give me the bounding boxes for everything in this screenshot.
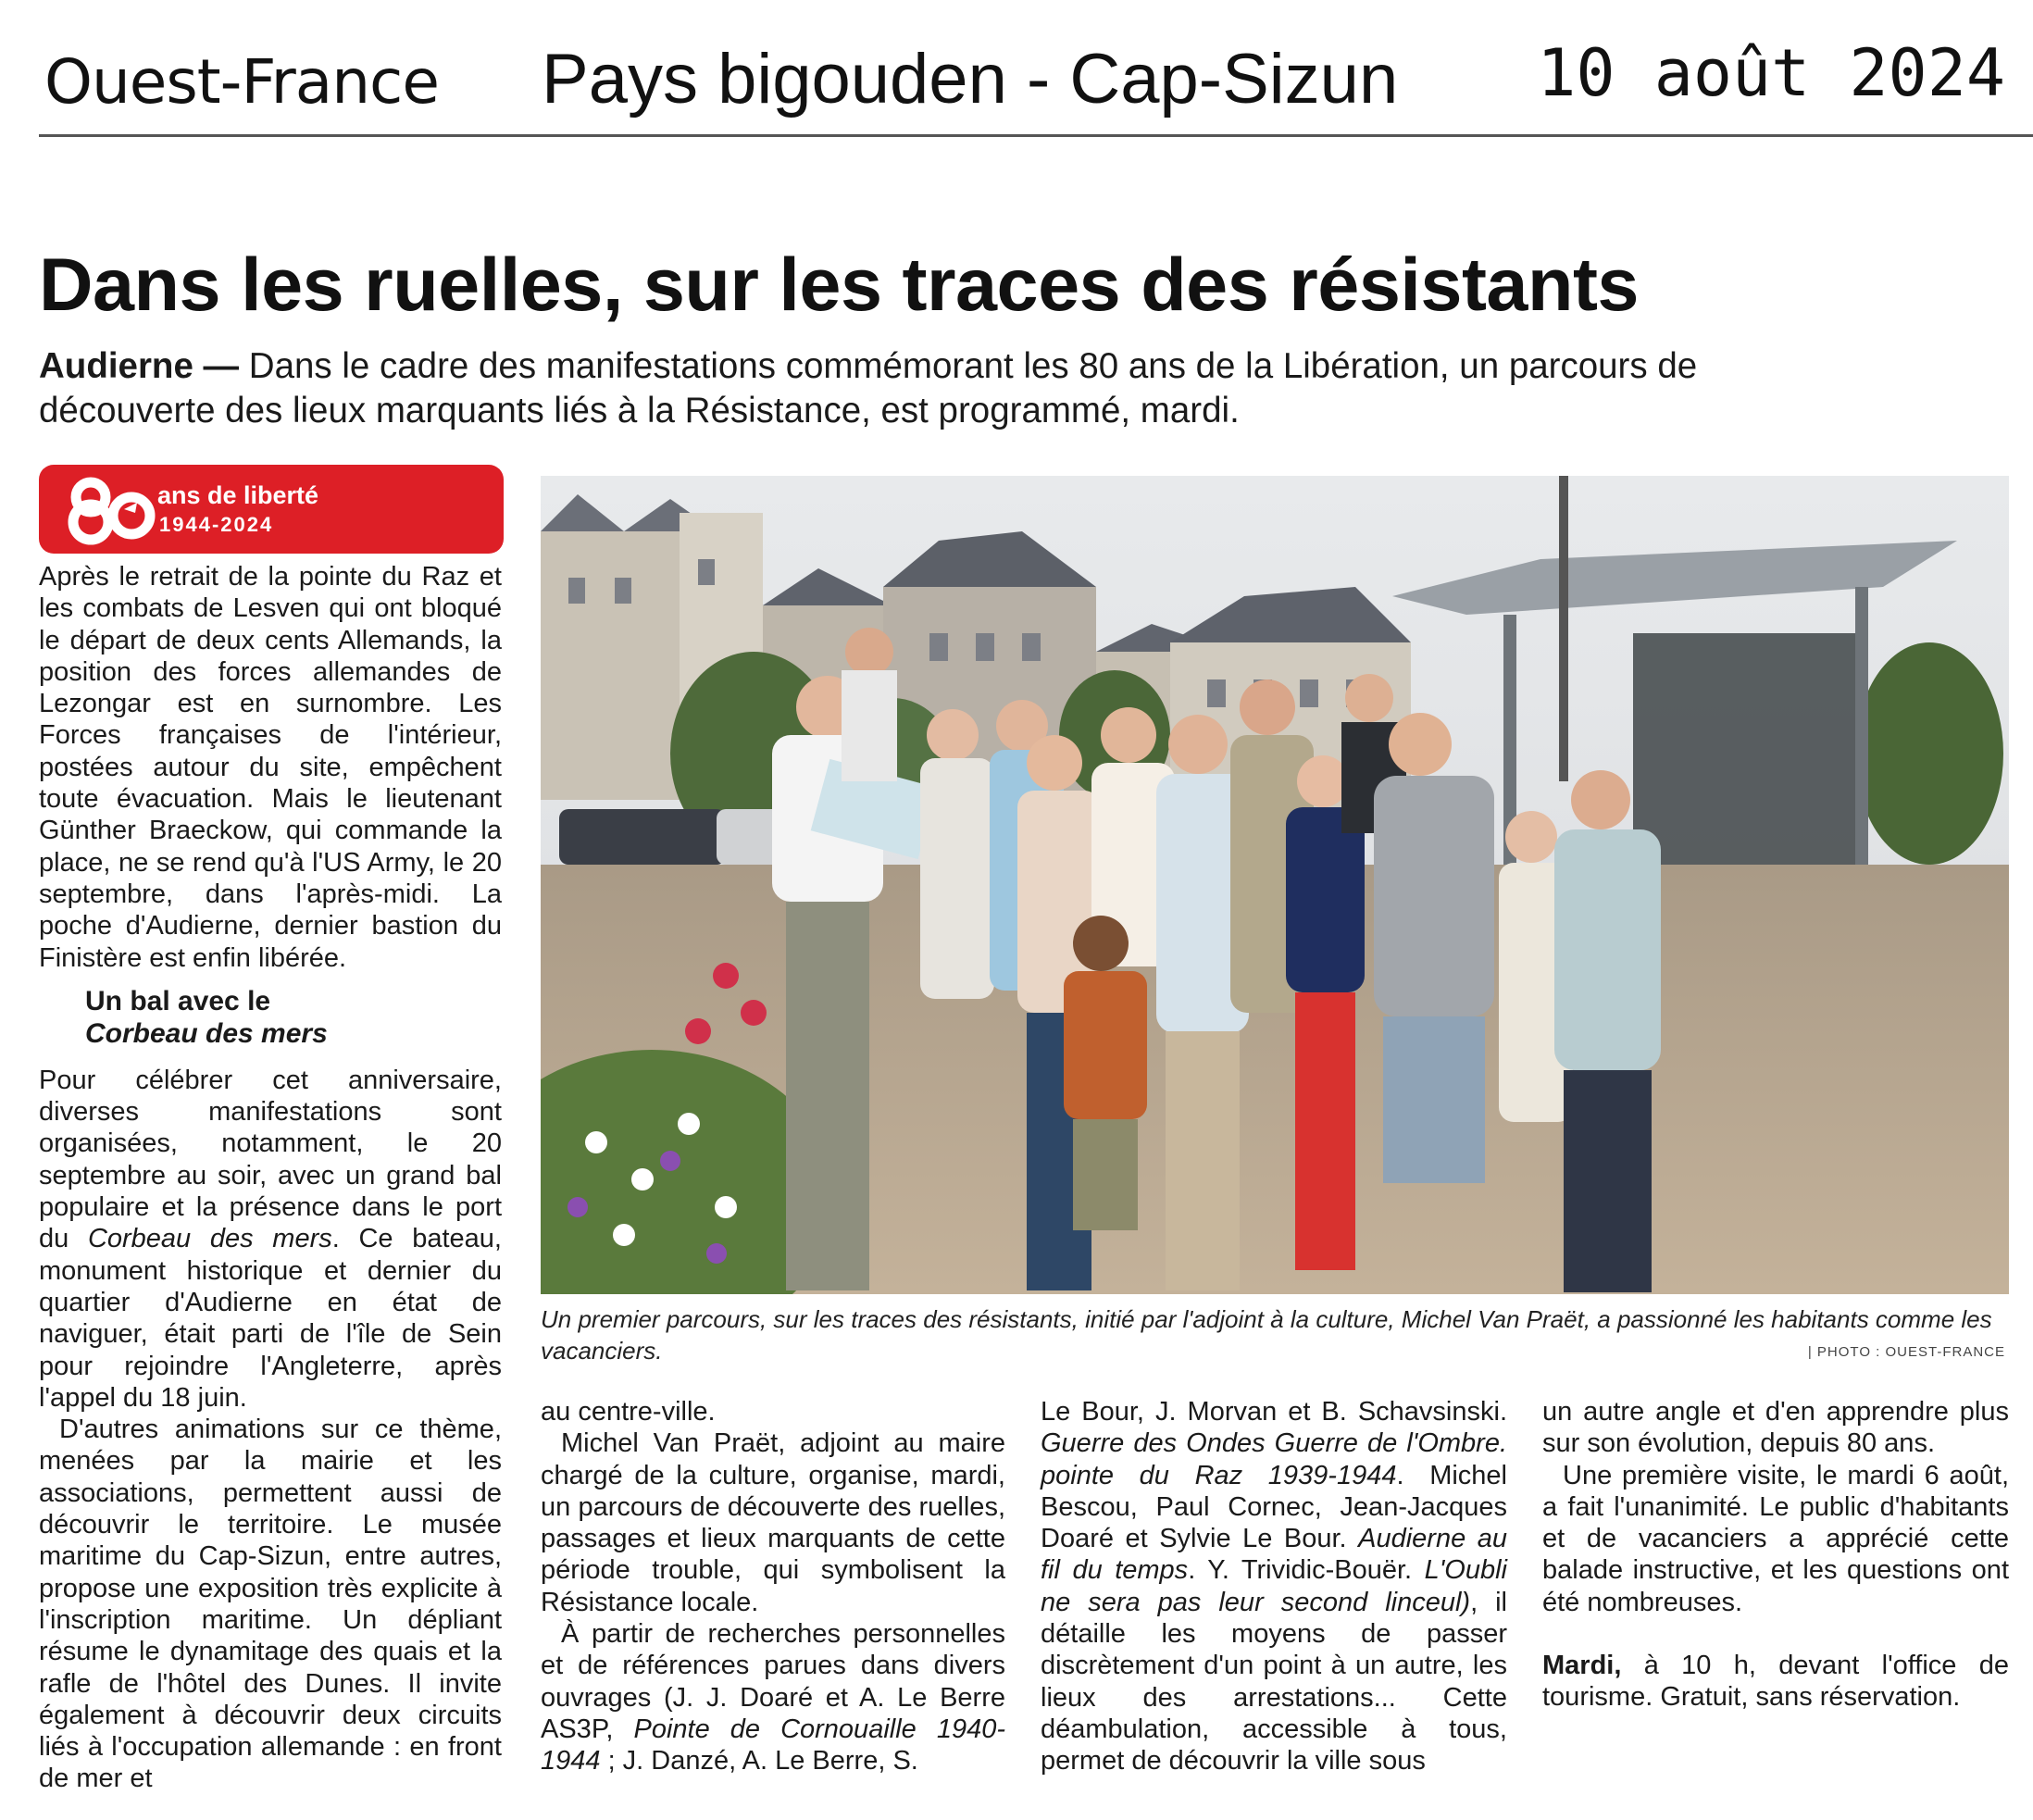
paragraph: Michel Van Praët, adjoint au maire chargé de la culture, organise, mardi, un parcours de découverte des ruelles, passages et lieux marquants de cette période trouble, qui symbolisent la Résistance locale. — [541, 1428, 1005, 1617]
column-2 — [541, 1396, 1005, 1777]
italic-title: Corbeau des mers — [87, 1224, 332, 1254]
banner-years: 1944-2024 — [159, 513, 274, 536]
paragraph — [541, 1618, 1005, 1776]
photo-credit: | PHOTO : OUEST-FRANCE — [1807, 1344, 2005, 1360]
text-run: Pour célébrer cet anniversaire, diverses manifestations sont organisées, notamment, le 20 septembre au soir, avec un grand bal populaire et la présence dans le port du — [39, 1065, 502, 1254]
article-headline: Dans les ruelles, sur les traces des résistants — [39, 243, 1639, 327]
paragraph — [1041, 1396, 1507, 1777]
publication-name: Ouest-France — [44, 46, 439, 118]
subheading-line2: Corbeau des mers — [85, 1017, 328, 1049]
paragraph: D'autres animations sur ce thème, menées par la mairie et les associations, permettent aussi de découvrir le territoire. Le musée maritime du Cap-Sizun, entre autres, propose une exposition très explicite à l'inscription maritime. Un dépliant résume le dynamitage des quais et la rafle de l'hôtel des Dunes. Il invite également à découvrir deux circuits liés à l'occupation allemande : en front de mer et — [39, 1415, 502, 1794]
italic-title: Audierne au fil du temps — [1041, 1524, 1507, 1586]
italic-title: L'Oubli ne sera pas leur second linceul) — [1041, 1555, 1507, 1617]
article-chapo — [39, 344, 1798, 433]
paragraph: au centre-ville. — [541, 1397, 716, 1427]
text-run: À partir de recherches personnelles et de références parues dans divers ouvrages (J. J. Doaré et A. Le Berre AS3P, — [541, 1619, 1005, 1744]
photo-caption: Un premier parcours, sur les traces des résistants, initié par l'adjoint à la culture, Michel Van Praët, a passionné les habitants comme les vacanciers. — [541, 1305, 1992, 1365]
paragraph — [39, 1065, 502, 1414]
italic-title: Guerre des Ondes Guerre de l'Ombre. pointe du Raz 1939-1944 — [1041, 1428, 1507, 1490]
text-run: . Y. Trividic-Bouër. — [1188, 1555, 1425, 1586]
paragraph: Après le retrait de la pointe du Raz et les combats de Lesven qui ont bloqué le départ de deux cents Allemands, la position des forces allemandes de Lezongar est en surnombre. Les Forces françaises de l'intérieur, postées autour du site, empêchent toute évacuation. Mais le lieutenant Günther Braeckow, qui commande la place, ne se rend qu'à l'US Army, le 20 septembre, dans l'après-midi. La poche d'Audierne, dernier bastion du Finistère est enfin libérée. — [39, 562, 502, 973]
info-day: Mardi, — [1542, 1651, 1622, 1681]
text-run: . Michel Bescou, Paul Cornec, Jean-Jacques Doaré et Sylvie Le Bour. — [1041, 1460, 1507, 1554]
group-photo-illustration — [541, 476, 2009, 1294]
article-photo — [541, 476, 2009, 1294]
practical-info — [1542, 1650, 2009, 1714]
text-run: ; J. Danzé, A. Le Berre, S. — [600, 1746, 918, 1776]
text-run: , il détaille les moyens de passer discrètement d'un point à un autre, les lieux des arrestations... Cette déambulation, accessible à tous, permet de découvrir la ville sous — [1041, 1587, 1507, 1776]
text-run: Le Bour, J. Morvan et B. Schavsinski. — [1041, 1397, 1507, 1427]
spacer — [1542, 1618, 2009, 1650]
dateline: Audierne — — [39, 346, 240, 386]
subheading-line1: Un bal avec le — [85, 985, 271, 1016]
text-run: . Ce bateau, monument historique et dernier du quartier d'Audierne en état de naviguer, était parti de l'île de Sein pour rejoindre l'Angleterre, après l'appel du 18 juin. — [39, 1224, 502, 1413]
paragraph: Une première visite, le mardi 6 août, a fait l'unanimité. Le public d'habitants et de vacanciers a apprécié cette balade instructive, et les questions ont été nombreuses. — [1542, 1460, 2009, 1617]
column-3 — [1041, 1396, 1507, 1777]
info-text: à 10 h, devant l'office de tourisme. Gratuit, sans réservation. — [1542, 1651, 2009, 1713]
banner-title: ans de liberté — [157, 481, 319, 509]
column-1 — [39, 561, 502, 1795]
section-title: Pays bigouden - Cap-Sizun — [542, 40, 1399, 118]
subheading — [85, 985, 502, 1050]
column-4 — [1542, 1396, 2009, 1714]
publication-date: 10 août 2024 — [1537, 35, 2005, 111]
italic-title: Pointe de Cornouaille 1940-1944 — [541, 1714, 1005, 1776]
paragraph: un autre angle et d'en apprendre plus sur son évolution, depuis 80 ans. — [1542, 1397, 2009, 1459]
masthead — [0, 0, 2033, 139]
masthead-rule — [39, 134, 2033, 137]
chapo-text: Dans le cadre des manifestations commémorant les 80 ans de la Libération, un parcours de découverte des lieux marquants liés à la Résistance, est programmé, mardi. — [39, 346, 1698, 430]
anniversary-banner — [39, 465, 504, 554]
